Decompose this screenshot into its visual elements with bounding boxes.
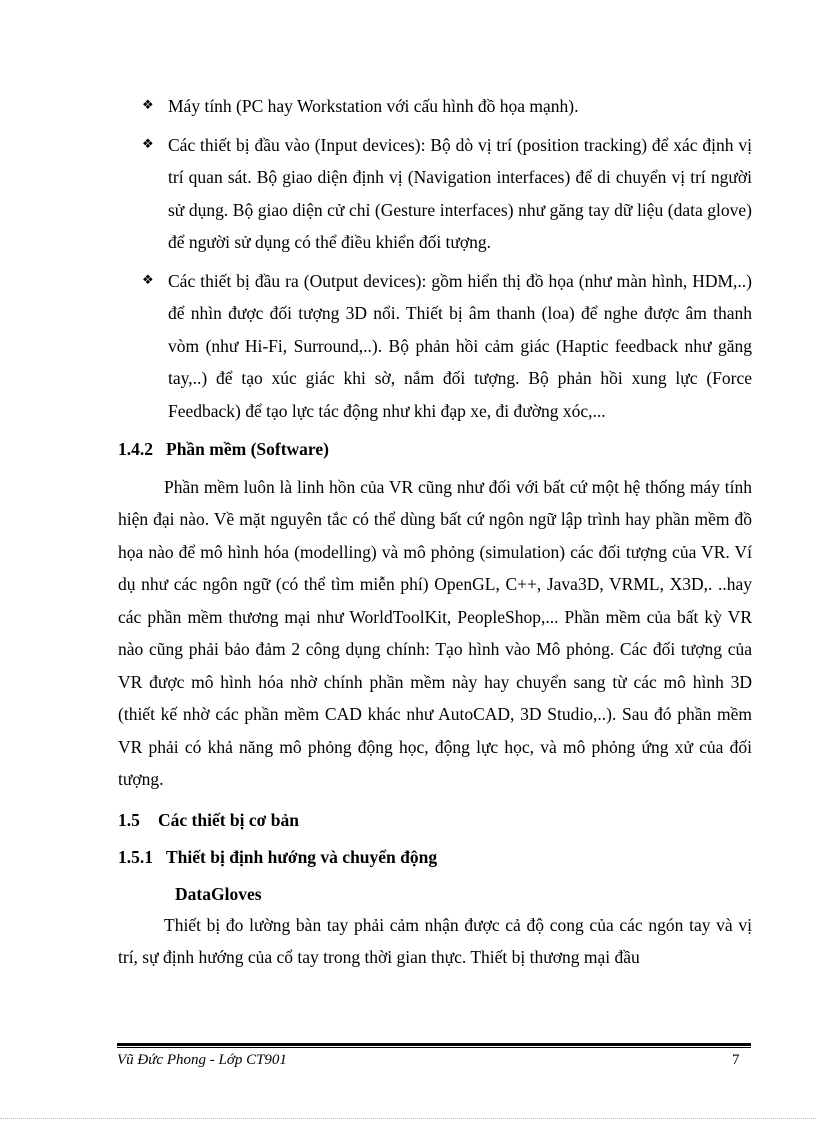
page-number: 7: [732, 1052, 740, 1068]
section-heading-1-5: [118, 804, 752, 837]
section-title: Thiết bị định hướng và chuyển động: [166, 847, 438, 867]
list-item: [118, 265, 752, 428]
datagloves-paragraph: Thiết bị đo lường bàn tay phải cảm nhận được cả độ cong của các ngón tay và vị trí, sự định hướng của cổ tay trong thời gian thực. Thiết bị thương mại đầu: [118, 914, 752, 967]
section-number: 1.5.1: [118, 847, 153, 867]
footer-author: Vũ Đức Phong - Lớp CT901: [117, 1052, 287, 1068]
section-title: Phần mềm (Software): [166, 439, 329, 459]
diamond-bullet-icon: ❖: [142, 136, 154, 152]
bullet-text: Các thiết bị đầu vào (Input devices): Bộ dò vị trí (position tracking) để xác định vị trí quan sát. Bộ giao diện định vị (Navigation interfaces) để di chuyển vị trí người sử dụng. Bộ giao diện cử chỉ (Gesture interfaces) như găng tay dữ liệu (data glove) để người sử dụng có thể điều khiển đối tượng.: [168, 134, 752, 252]
section-number: 1.5: [118, 809, 140, 830]
page-body: [118, 90, 752, 974]
list-item: [118, 129, 752, 259]
section-heading-1-4-2: [118, 433, 752, 466]
diamond-bullet-icon: ❖: [142, 98, 154, 113]
bullet-list: [118, 90, 752, 427]
footer-divider-thin: [117, 1047, 751, 1048]
bullet-text: Các thiết bị đầu ra (Output devices): gồm hiển thị đồ họa (như màn hình, HDM,..) để nhìn được đối tượng 3D nổi. Thiết bị âm thanh (loa) để nghe được âm thanh vòm (như Hi-Fi, Surround,..). Bộ phản hồi cảm giác (Haptic feedback như găng tay,..) để tạo xúc giác khi sờ, nắm đối tượng. Bộ phản hồi xung lực (Force Feedback) để tạo lực tác động như khi đạp xe, đi đường xóc,...: [168, 270, 752, 421]
footer-divider-thick: [117, 1043, 751, 1046]
list-item: [118, 90, 752, 123]
diamond-bullet-icon: ❖: [142, 272, 154, 288]
page-bottom-border: [0, 1118, 816, 1119]
section-number: 1.4.2: [118, 439, 153, 459]
software-paragraph: Phần mềm luôn là linh hồn của VR cũng như đối với bất cứ một hệ thống máy tính hiện đại nào. Về mặt nguyên tắc có thể dùng bất cứ ngôn ngữ lập trình hay phần mềm đồ họa nào để mô hình hóa (modelling) và mô phỏng (simulation) các đối tượng của VR. Ví dụ như các ngôn ngữ (có thể tìm miễn phí) OpenGL, C++, Java3D, VRML, X3D,. ..hay các phần mềm thương mại như WorldToolKit, PeopleShop,... Phần mềm của bất kỳ VR nào cũng phải bảo đảm 2 công dụng chính: Tạo hình vào Mô phỏng. Các đối tượng của VR được mô hình hóa nhờ chính phần mềm này hay chuyển sang từ các mô hình 3D (thiết kế nhờ các phần mềm CAD khác như AutoCAD, 3D Studio,..). Sau đó phần mềm VR phải có khả năng mô phỏng động học, động lực học, và mô phỏng ứng xử của đối tượng.: [118, 476, 752, 789]
bullet-text: Máy tính (PC hay Workstation với cấu hình đồ họa mạnh).: [168, 96, 579, 116]
subheading-datagloves: DataGloves: [175, 883, 262, 904]
section-title: Các thiết bị cơ bản: [158, 809, 299, 830]
section-heading-1-5-1: [118, 841, 752, 874]
